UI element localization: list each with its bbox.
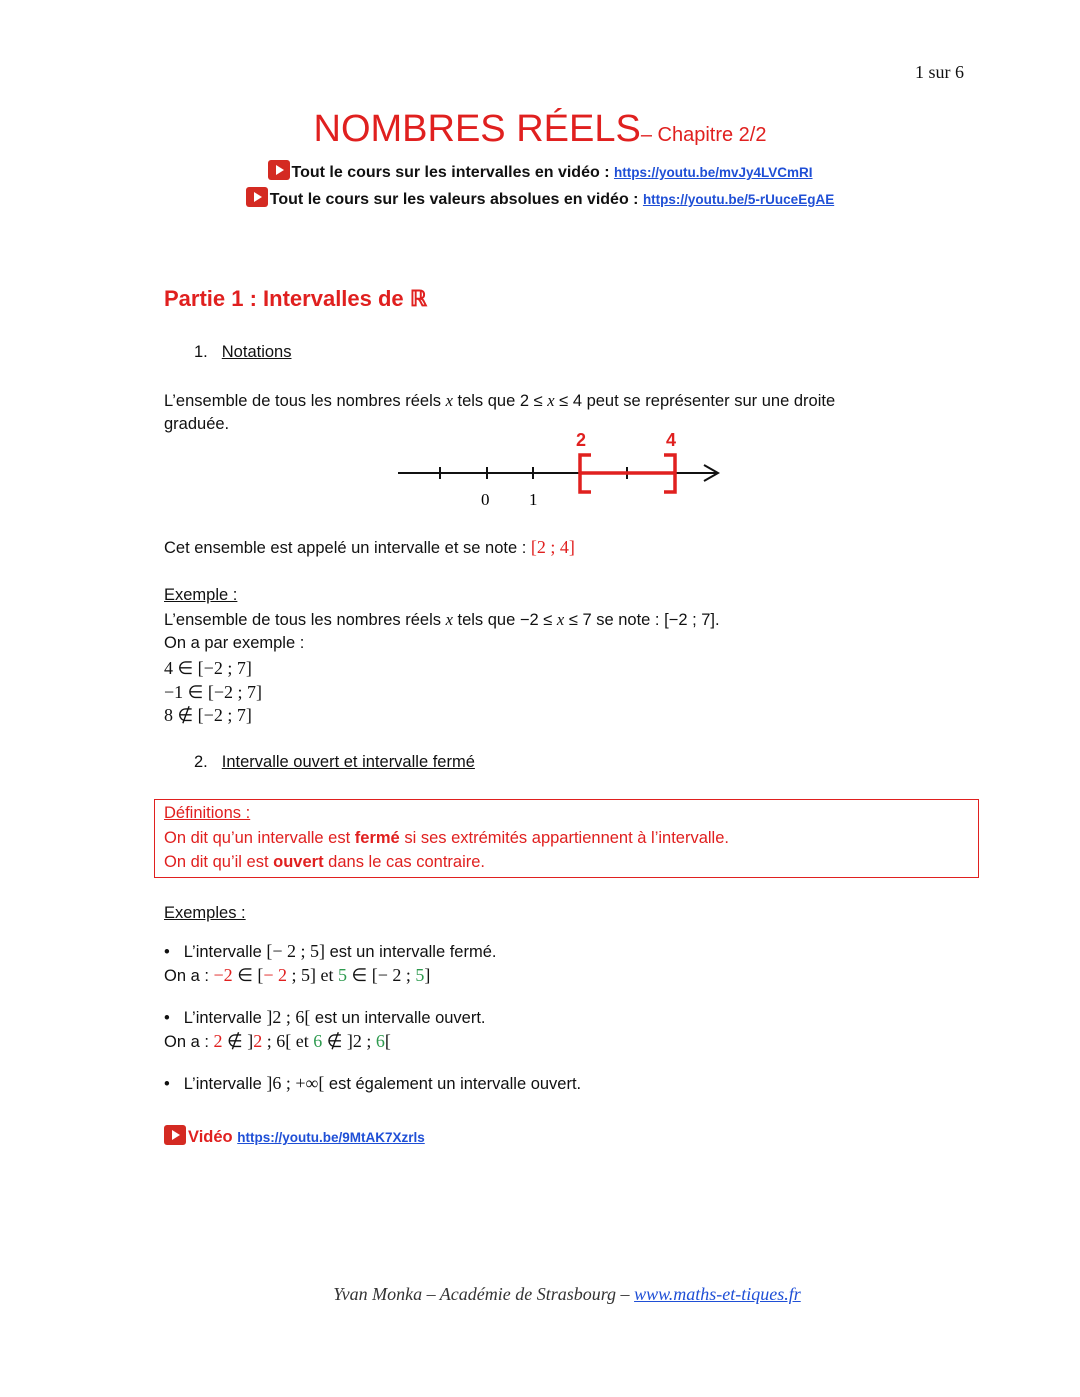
bullet-item: • L’intervalle ]2 ; 6[ est un intervalle ouvert.	[164, 1007, 486, 1027]
examples-label: Exemples :	[164, 904, 246, 922]
title-main: NOMBRES RÉELS	[313, 108, 641, 150]
youtube-play-icon	[246, 187, 268, 207]
section1-heading	[194, 343, 291, 362]
footer-text: Yvan Monka – Académie de Strasbourg –	[333, 1284, 635, 1304]
definition-line: On dit qu’il est ouvert dans le cas contraire.	[164, 853, 485, 871]
video2-text: Tout le cours sur les valeurs absolues en vidéo :	[269, 191, 643, 208]
bullet-detail: On a : −2 ∈ [− 2 ; 5] et 5 ∈ [− 2 ; 5]	[164, 965, 431, 985]
tick-label-0: 0	[481, 490, 490, 509]
bullet-item: • L’intervalle [− 2 ; 5] est un intervalle fermé.	[164, 941, 497, 961]
definition-line: On dit qu’un intervalle est fermé si ses extrémités appartiennent à l’intervalle.	[164, 829, 729, 847]
video1-link[interactable]: https://youtu.be/mvJy4LVCmRI	[613, 165, 813, 180]
section-number: 1.	[194, 343, 208, 361]
example-label: Exemple :	[164, 586, 238, 604]
example-item: 4 ∈ [−2 ; 7]	[164, 658, 252, 678]
example-line: On a par exemple :	[164, 634, 305, 652]
label-4: 4	[666, 430, 677, 450]
definition-label: Définitions :	[164, 804, 251, 822]
page-title	[0, 108, 1080, 151]
paragraph-cont: graduée.	[164, 415, 230, 433]
video-line-1	[0, 160, 1080, 182]
example-line: L’ensemble de tous les nombres réels x tels que −2 ≤ x ≤ 7 se note : [−2 ; 7].	[164, 610, 720, 629]
tick-label-1: 1	[529, 490, 538, 509]
number-line	[390, 425, 730, 515]
video1-text: Tout le cours sur les intervalles en vidéo :	[291, 164, 614, 181]
footer	[0, 1284, 1080, 1305]
section-title: Notations	[221, 343, 292, 361]
section2-heading: 2. Intervalle ouvert et intervalle fermé	[194, 753, 475, 771]
youtube-play-icon	[268, 160, 290, 180]
part1-heading: Partie 1 : Intervalles de ℝ	[164, 286, 428, 311]
interval-notation: [2 ; 4]	[530, 537, 575, 557]
video2-link[interactable]: https://youtu.be/5-rUuceEgAE	[642, 192, 835, 207]
title-sub: – Chapitre 2/2	[640, 124, 767, 146]
label-2: 2	[576, 430, 587, 450]
youtube-play-icon	[164, 1125, 186, 1145]
video-line	[164, 1125, 425, 1147]
video-line-2	[0, 187, 1080, 209]
example-item: −1 ∈ [−2 ; 7]	[164, 682, 262, 702]
bullet-detail: On a : 2 ∉ ]2 ; 6[ et 6 ∉ ]2 ; 6[	[164, 1031, 391, 1051]
footer-link[interactable]: www.maths-et-tiques.fr	[634, 1284, 801, 1304]
example-item: 8 ∉ [−2 ; 7]	[164, 705, 252, 725]
page-number: 1 sur 6	[915, 62, 964, 82]
video-link[interactable]: https://youtu.be/9MtAK7Xzrls	[237, 1130, 425, 1145]
bullet-item: • L’intervalle ]6 ; +∞[ est également un intervalle ouvert.	[164, 1073, 582, 1093]
video-label: Vidéo	[188, 1128, 233, 1146]
paragraph: L’ensemble de tous les nombres réels x tels que 2 ≤ x ≤ 4 peut se représenter sur une droite	[164, 391, 836, 410]
paragraph: Cet ensemble est appelé un intervalle et se note : [2 ; 4]	[164, 537, 575, 557]
